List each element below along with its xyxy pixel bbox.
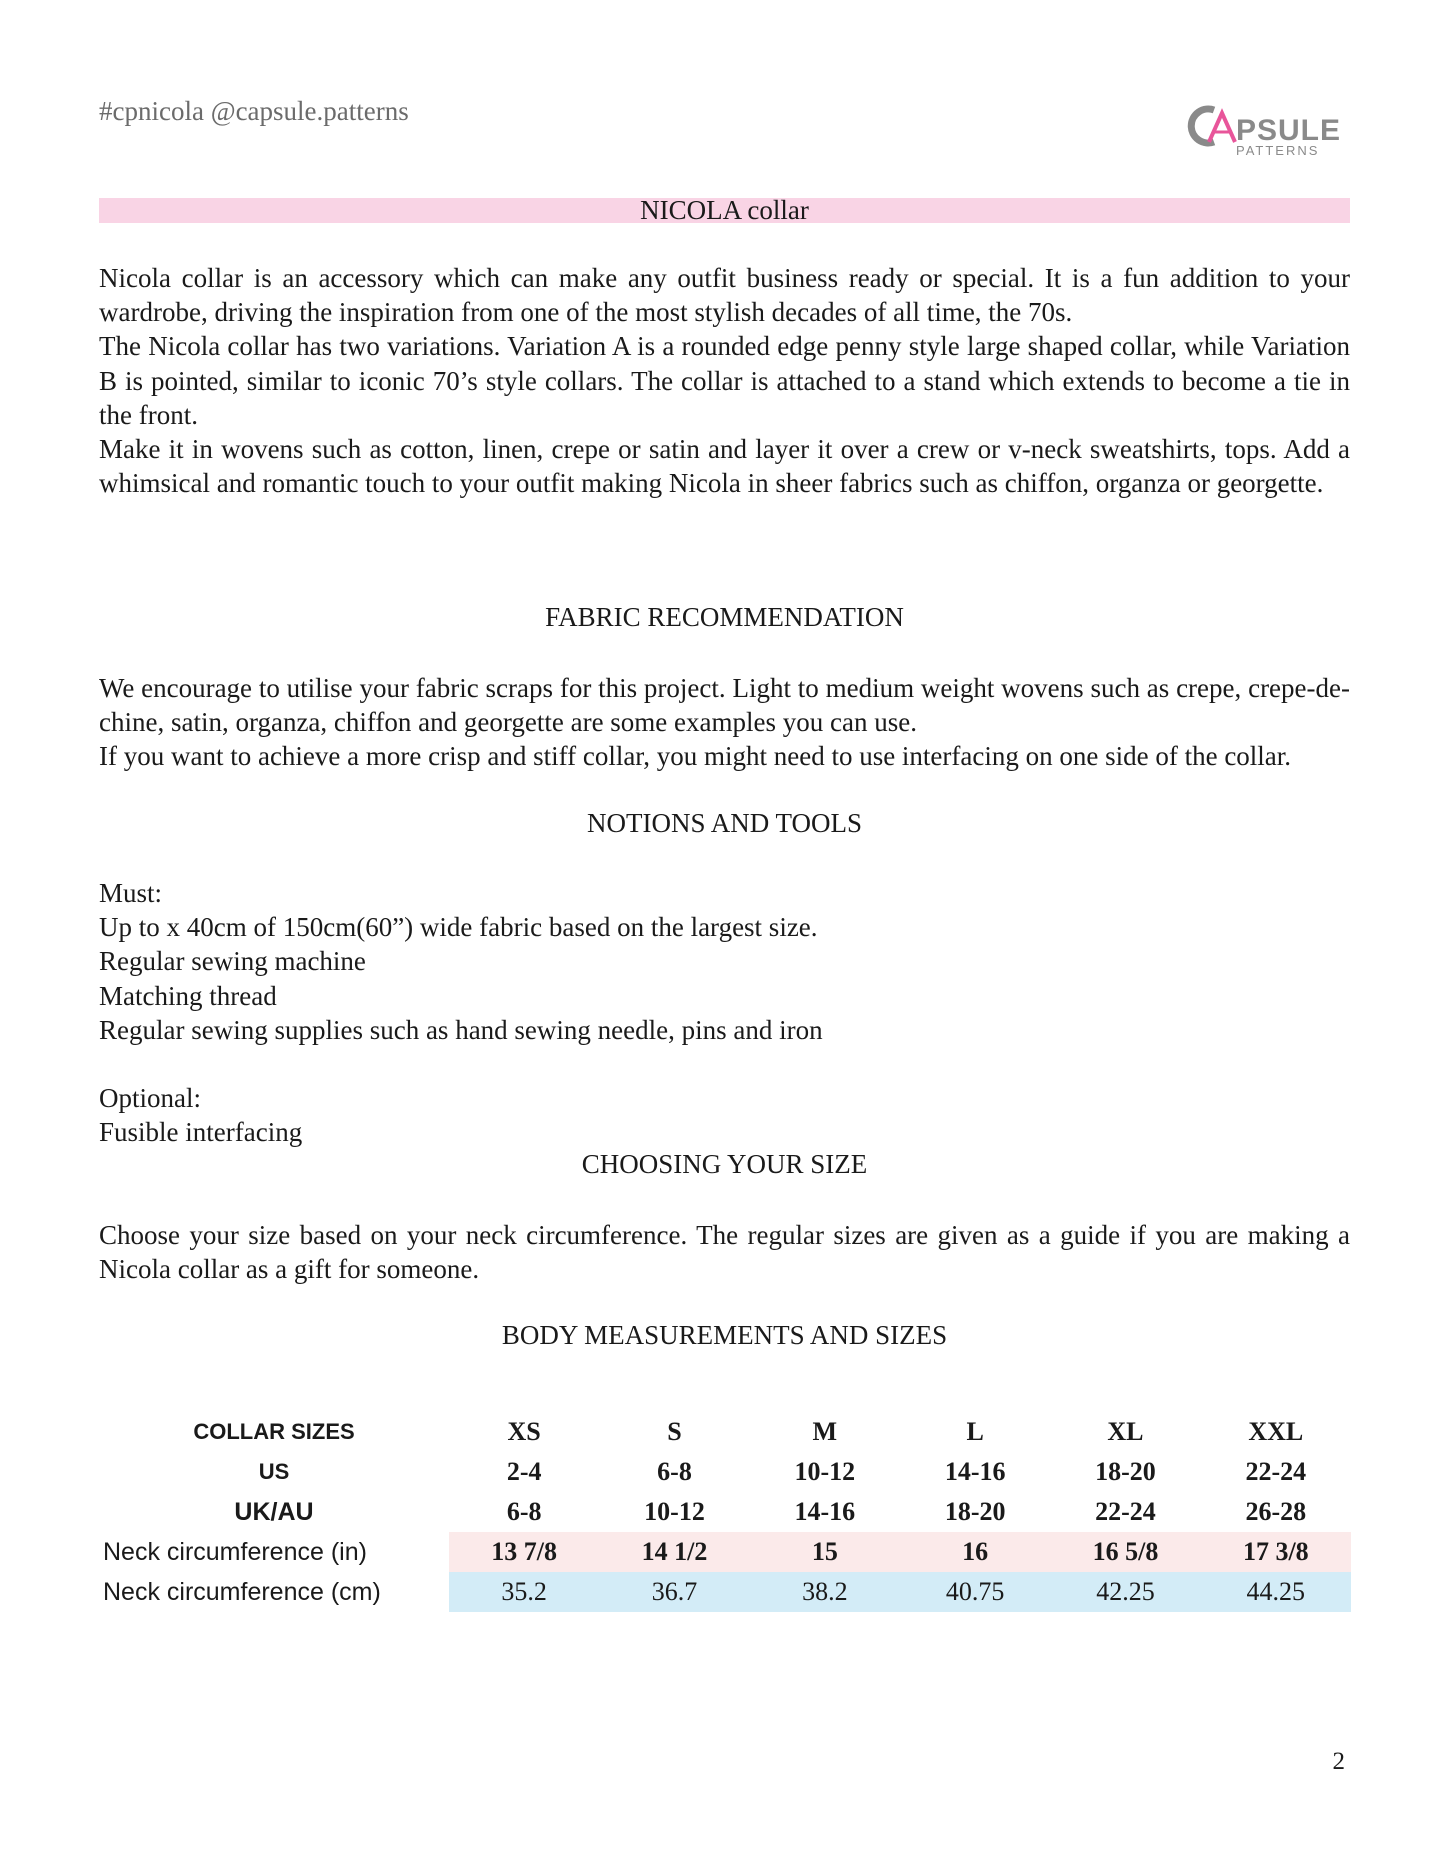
table-cell: 36.7 (651, 1577, 698, 1606)
list-item: Regular sewing supplies such as hand sewing needle, pins and iron (99, 1014, 823, 1045)
fabric-paragraph: We encourage to utilise your fabric scraps for this project. Light to medium weight wovens such as crepe, crepe-de-chine, satin, organza, chiffon and georgette are some examples you can use. (99, 673, 1350, 738)
table-row (99, 1452, 1351, 1492)
table-cell: 40.75 (945, 1577, 1005, 1606)
intro-paragraph: Make it in wovens such as cotton, linen, crepe or satin and layer it over a crew or v-neck sweatshirts, tops. Add a whimsical and romantic touch to your outfit making Nicola in sheer fabrics such as chiffon, organza or georgette. (99, 434, 1350, 499)
table-cell: 22-24 (1245, 1457, 1307, 1486)
row-label: COLLAR SIZES (193, 1419, 355, 1444)
fabric-text (99, 671, 1350, 774)
fabric-paragraph: If you want to achieve a more crisp and stiff collar, you might need to use interfacing on one side of the collar. (99, 741, 1292, 772)
table-cell: 6-8 (506, 1497, 542, 1526)
table-cell: 35.2 (501, 1577, 547, 1606)
row-label: Neck circumference (cm) (103, 1578, 381, 1606)
table-cell: 42.25 (1096, 1577, 1155, 1606)
list-item: Regular sewing machine (99, 946, 366, 977)
table-cell: XXL (1248, 1417, 1304, 1446)
table-cell: 17 3/8 (1242, 1537, 1309, 1566)
intro-paragraph: Nicola collar is an accessory which can make any outfit business ready or special. It is a fun addition to your wardrobe, driving the inspiration from one of the most stylish decades of all time, the 70s. (99, 263, 1350, 328)
table-cell: 38.2 (802, 1577, 848, 1606)
table-cell: 16 5/8 (1092, 1537, 1159, 1566)
optional-label: Optional: (99, 1083, 201, 1114)
fabric-heading: FABRIC RECOMMENDATION (545, 602, 904, 632)
table-cell: 6-8 (657, 1457, 692, 1486)
list-item: Fusible interfacing (99, 1117, 303, 1148)
size-paragraph: Choose your size based on your neck circumference. The regular sizes are given as a guide if you are making a Nicola collar as a gift for someone. (99, 1220, 1350, 1285)
row-label: US (258, 1459, 290, 1484)
list-item: Matching thread (99, 980, 277, 1011)
table-cell: M (812, 1417, 838, 1446)
table-cell: XS (507, 1417, 541, 1446)
table-cell: 14-16 (794, 1497, 856, 1526)
table-cell: 2-4 (506, 1457, 542, 1486)
row-label: UK/AU (234, 1498, 314, 1526)
size-table (99, 1412, 1351, 1612)
must-label: Must: (99, 878, 163, 908)
logo-word: PSULE (1236, 114, 1342, 147)
size-heading: CHOOSING YOUR SIZE (581, 1149, 868, 1179)
header-hashtags: #cpnicola @capsule.patterns (99, 96, 409, 126)
table-cell: 18-20 (1095, 1457, 1156, 1486)
table-cell: 18-20 (944, 1497, 1006, 1526)
table-cell: 13 7/8 (491, 1537, 558, 1566)
list-item: Up to x 40cm of 150cm(60”) wide fabric based on the largest size. (99, 912, 818, 943)
page-title: NICOLA collar (640, 195, 809, 225)
table-cell: XL (1107, 1417, 1144, 1446)
table-row (99, 1532, 1351, 1572)
notions-list (99, 876, 1350, 1150)
notions-heading: NOTIONS AND TOOLS (586, 808, 863, 838)
table-heading: BODY MEASUREMENTS AND SIZES (501, 1320, 948, 1350)
title-bar (99, 195, 1350, 225)
intro-paragraph: The Nicola collar has two variations. Variation A is a rounded edge penny style large shaped collar, while Variation B is pointed, similar to iconic 70’s style collars. The collar is attached to a stand which extends to become a tie in the front. (99, 331, 1350, 430)
intro-text (99, 261, 1350, 500)
table-row (99, 1572, 1351, 1612)
table-cell: 16 (962, 1537, 989, 1566)
table-row (99, 1492, 1351, 1532)
table-cell: 10-12 (644, 1497, 705, 1526)
logo-subtitle: PATTERNS (1236, 143, 1320, 158)
spacer (99, 1047, 1350, 1081)
capsule-patterns-logo (1180, 100, 1360, 160)
table-cell: L (966, 1417, 984, 1446)
table-cell: 14-16 (944, 1457, 1006, 1486)
table-cell: 15 (811, 1537, 838, 1566)
table-cell: 22-24 (1095, 1497, 1156, 1526)
row-label: Neck circumference (in) (103, 1538, 367, 1566)
table-cell: 14 1/2 (641, 1537, 708, 1566)
table-row (99, 1412, 1351, 1452)
page-number: 2 (1332, 1748, 1345, 1775)
size-text (99, 1218, 1350, 1286)
table-cell: 44.25 (1246, 1577, 1306, 1606)
table-cell: S (667, 1417, 682, 1446)
table-cell: 26-28 (1245, 1497, 1307, 1526)
table-cell: 10-12 (794, 1457, 856, 1486)
